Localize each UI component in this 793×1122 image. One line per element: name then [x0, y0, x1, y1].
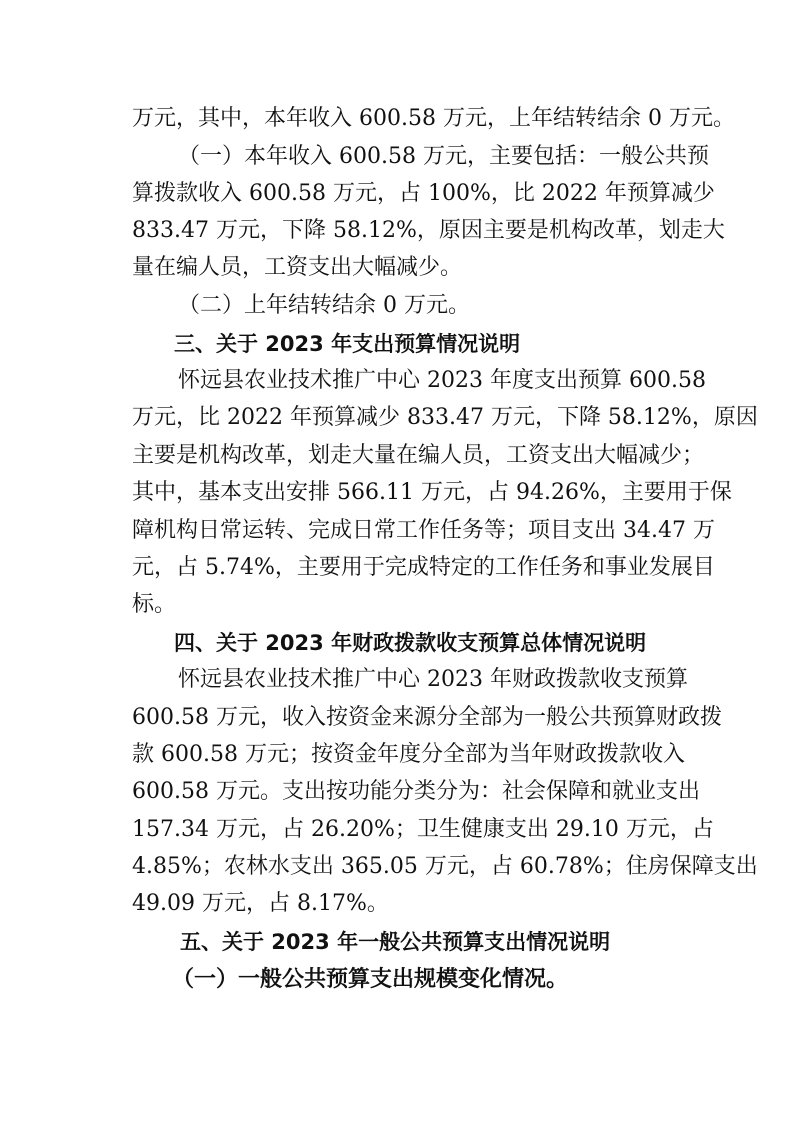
- paragraph-line: 600.58 万元，收入按资金来源分全部为一般公共预算财政拨: [132, 705, 722, 730]
- section-heading: 三、关于 2023 年支出预算情况说明: [174, 332, 521, 356]
- section-heading: 四、关于 2023 年财政拨款收支预算总体情况说明: [174, 631, 647, 655]
- section-heading: 五、关于 2023 年一般公共预算支出情况说明: [180, 930, 611, 954]
- paragraph-line: 833.47 万元，下降 58.12%，原因主要是机构改革，划走大: [132, 218, 725, 243]
- subsection-heading: （一）一般公共预算支出规模变化情况。: [172, 966, 569, 992]
- paragraph-line: 4.85%；农林水支出 365.05 万元，占 60.78%；住房保障支出: [132, 854, 758, 879]
- paragraph-line: （二）上年结转结余 0 万元。: [178, 293, 470, 318]
- paragraph-line: 标。: [132, 592, 177, 617]
- paragraph-line: 主要是机构改革，划走大量在编人员，工资支出大幅减少；: [132, 443, 705, 468]
- paragraph-line: 元，占 5.74%，主要用于完成特定的工作任务和事业发展目: [132, 555, 715, 580]
- paragraph-line: 算拨款收入 600.58 万元，占 100%，比 2022 年预算减少: [132, 181, 715, 206]
- paragraph-line: 款 600.58 万元；按资金年度分全部为当年财政拨款收入: [132, 742, 685, 767]
- paragraph-line: 万元，其中，本年收入 600.58 万元，上年结转结余 0 万元。: [132, 106, 735, 131]
- paragraph-line: 49.09 万元，占 8.17%。: [132, 891, 389, 916]
- paragraph-line: 600.58 万元。支出按功能分类分为：社会保障和就业支出: [132, 779, 700, 804]
- paragraph-line: 障机构日常运转、完成日常工作任务等；项目支出 34.47 万: [132, 518, 715, 543]
- paragraph-line: （一）本年收入 600.58 万元，主要包括：一般公共预: [178, 144, 709, 169]
- paragraph-line: 其中，基本支出安排 566.11 万元，占 94.26%，主要用于保: [132, 480, 732, 505]
- paragraph-line: 量在编人员，工资支出大幅减少。: [132, 255, 463, 280]
- paragraph-line: 怀远县农业技术推广中心 2023 年财政拨款收支预算: [178, 667, 688, 692]
- paragraph-line: 157.34 万元，占 26.20%；卫生健康支出 29.10 万元，占: [132, 817, 714, 842]
- paragraph-line: 怀远县农业技术推广中心 2023 年度支出预算 600.58: [178, 368, 706, 393]
- paragraph-line: 万元，比 2022 年预算减少 833.47 万元，下降 58.12%，原因: [132, 405, 758, 430]
